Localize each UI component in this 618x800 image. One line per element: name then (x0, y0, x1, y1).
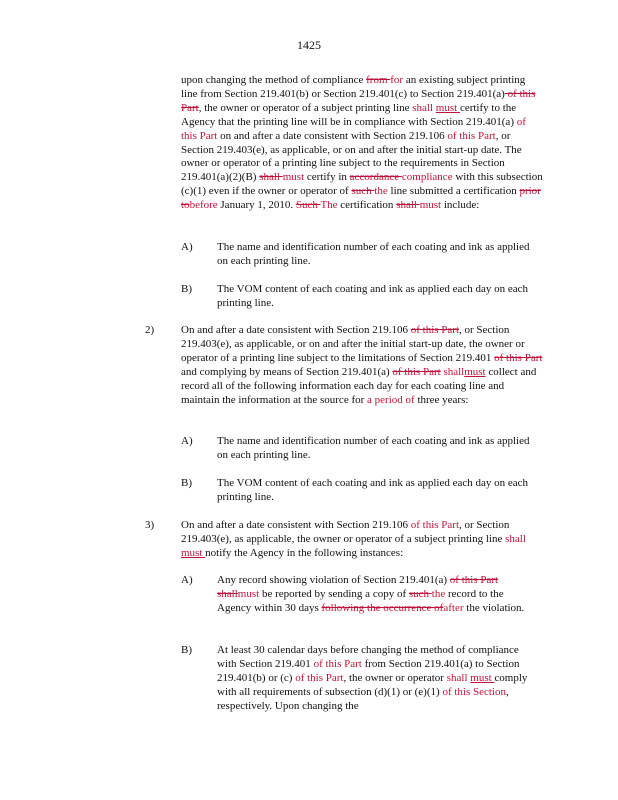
inserted-text: must (282, 171, 305, 184)
text-run: the violation. (463, 601, 525, 614)
deleted-text: such (351, 185, 375, 198)
s3-item-a (217, 574, 537, 616)
inserted-text: must (464, 365, 486, 378)
deleted-text: of this Part (392, 365, 441, 378)
c1-item-b (217, 283, 537, 311)
deleted-text: shall (396, 199, 420, 212)
text-run: with this subsection (c)(1) even if the owner or operator of (181, 171, 543, 198)
text-run: January 1, 2010. (217, 199, 296, 212)
text-run: , the owner or operator (343, 671, 447, 684)
text-run: , respectively. Upon changing the (217, 685, 509, 712)
text-run: The name and identification number of each coating and ink as applied on each printing line. (217, 435, 530, 461)
text-run: and complying by means of Section 219.401(a) (181, 365, 393, 378)
c1-item-a-marker: A) (181, 241, 193, 253)
text-run: , the owner or operator of a subject printing line (198, 101, 413, 114)
s2-item-b-marker: B) (181, 477, 192, 489)
text-run: an existing subject printing line from Section 219.401(b) or Section 219.401(c) to Section 219.401(a) (181, 74, 526, 100)
section-3-marker: 3) (145, 519, 155, 531)
text-run: three years: (414, 393, 469, 406)
deleted-text: following the occurrence of (321, 601, 444, 614)
s3-item-b-marker: B) (181, 644, 192, 656)
text-run: upon changing the method of compliance (181, 74, 367, 86)
text-run: On and after a date consistent with Section 219.106 (181, 519, 411, 531)
text-run: from Section 219.401(a) to Section 219.401(b) or (c) (217, 657, 520, 684)
inserted-text: The (320, 199, 338, 212)
s2-item-a-marker: A) (181, 435, 193, 447)
s3-item-a-marker: A) (181, 574, 193, 586)
text-run: , or Section 219.403(e), as applicable, or on and after the initial start-up date, the owner or operator of a printing line subject to the limitations of Section 219.401 (181, 324, 525, 364)
text-run: certification (337, 199, 397, 212)
text-run: include: (441, 199, 480, 212)
text-run: notify the Agency in the following instances: (205, 546, 404, 559)
text-run: The name and identification number of each coating and ink as applied on each printing line. (217, 241, 530, 267)
deleted-text: such (408, 587, 432, 600)
text-run: The VOM content of each coating and ink as applied each day on each printing line. (217, 477, 529, 503)
section-2-text (181, 324, 543, 407)
inserted-text: shall (443, 365, 465, 378)
text-run: certify to the Agency that the printing line will be in compliance with Section 219.401(a) (181, 101, 517, 128)
s2-item-a (217, 435, 537, 463)
section-2-marker: 2) (145, 324, 155, 336)
deleted-text: of this Part (181, 87, 536, 114)
s3-item-b (217, 644, 537, 714)
deleted-text: prior to (181, 185, 541, 212)
subsection-c1-continuation (181, 74, 543, 213)
text-run: Any record showing violation of Section 219.401(a) (217, 574, 450, 586)
text-run: be reported by sending a copy of (259, 587, 409, 600)
inserted-text: of this Part (447, 129, 496, 142)
text-run: , or Section 219.403(e), as applicable, or on and after the initial start-up date. The owner or operator of a printing line subject to the requirements in Section 219.401(a)(2)(B) (181, 129, 522, 184)
inserted-text: shall (446, 671, 471, 684)
inserted-text: before (189, 199, 218, 212)
inserted-text: the (374, 185, 388, 198)
inserted-text: of this Part (410, 519, 460, 531)
section-3-text (181, 519, 543, 561)
inserted-text: of this Part (313, 657, 362, 670)
text-run: certify in (304, 171, 350, 184)
text-run: collect and record all of the following information each day for each coating line and maintain the information at the source for (181, 365, 537, 406)
text-run: At least 30 calendar days before changing the method of compliance with Section 219.401 (217, 644, 519, 670)
inserted-text: must (181, 546, 206, 559)
inserted-text: shall (412, 101, 436, 114)
inserted-text: must (419, 199, 442, 212)
deleted-text: of this Part (494, 351, 543, 364)
deleted-text: shall (217, 587, 238, 600)
inserted-text: of this Part (181, 115, 526, 142)
inserted-text: must (470, 671, 495, 684)
inserted-text: must (435, 101, 460, 114)
deleted-text: of this Part (449, 574, 499, 586)
text-run: , or Section 219.403(e), as applicable, the owner or operator of a subject printing line (181, 519, 510, 545)
inserted-text: of this Section (442, 685, 506, 698)
deleted-text: Such (295, 199, 321, 212)
text-run: on and after a date consistent with Section 219.106 (217, 129, 448, 142)
c1-item-a (217, 241, 537, 269)
c1-item-b-marker: B) (181, 283, 192, 295)
text-run: comply with all requirements of subsection (d)(1) or (e)(1) (217, 671, 528, 698)
inserted-text: compliance (401, 171, 453, 184)
inserted-text: the (431, 587, 446, 600)
s2-item-b (217, 477, 537, 505)
inserted-text: must (237, 587, 260, 600)
text-run: The VOM content of each coating and ink as applied each day on each printing line. (217, 283, 529, 309)
text-run: record to the Agency within 30 days (217, 587, 504, 614)
inserted-text: after (443, 601, 464, 614)
inserted-text: a period of (367, 393, 415, 406)
text-run: On and after a date consistent with Section 219.106 (181, 324, 411, 336)
inserted-text: of this Part (295, 671, 344, 684)
deleted-text: accordance (349, 171, 402, 184)
deleted-text: shall (259, 171, 283, 184)
inserted-text: shall (505, 532, 526, 545)
page-number: 1425 (297, 38, 321, 52)
deleted-text: from (366, 74, 391, 86)
inserted-text: for (390, 74, 404, 86)
text-run: line submitted a certification (387, 185, 520, 198)
deleted-text: of this Part (410, 324, 460, 336)
